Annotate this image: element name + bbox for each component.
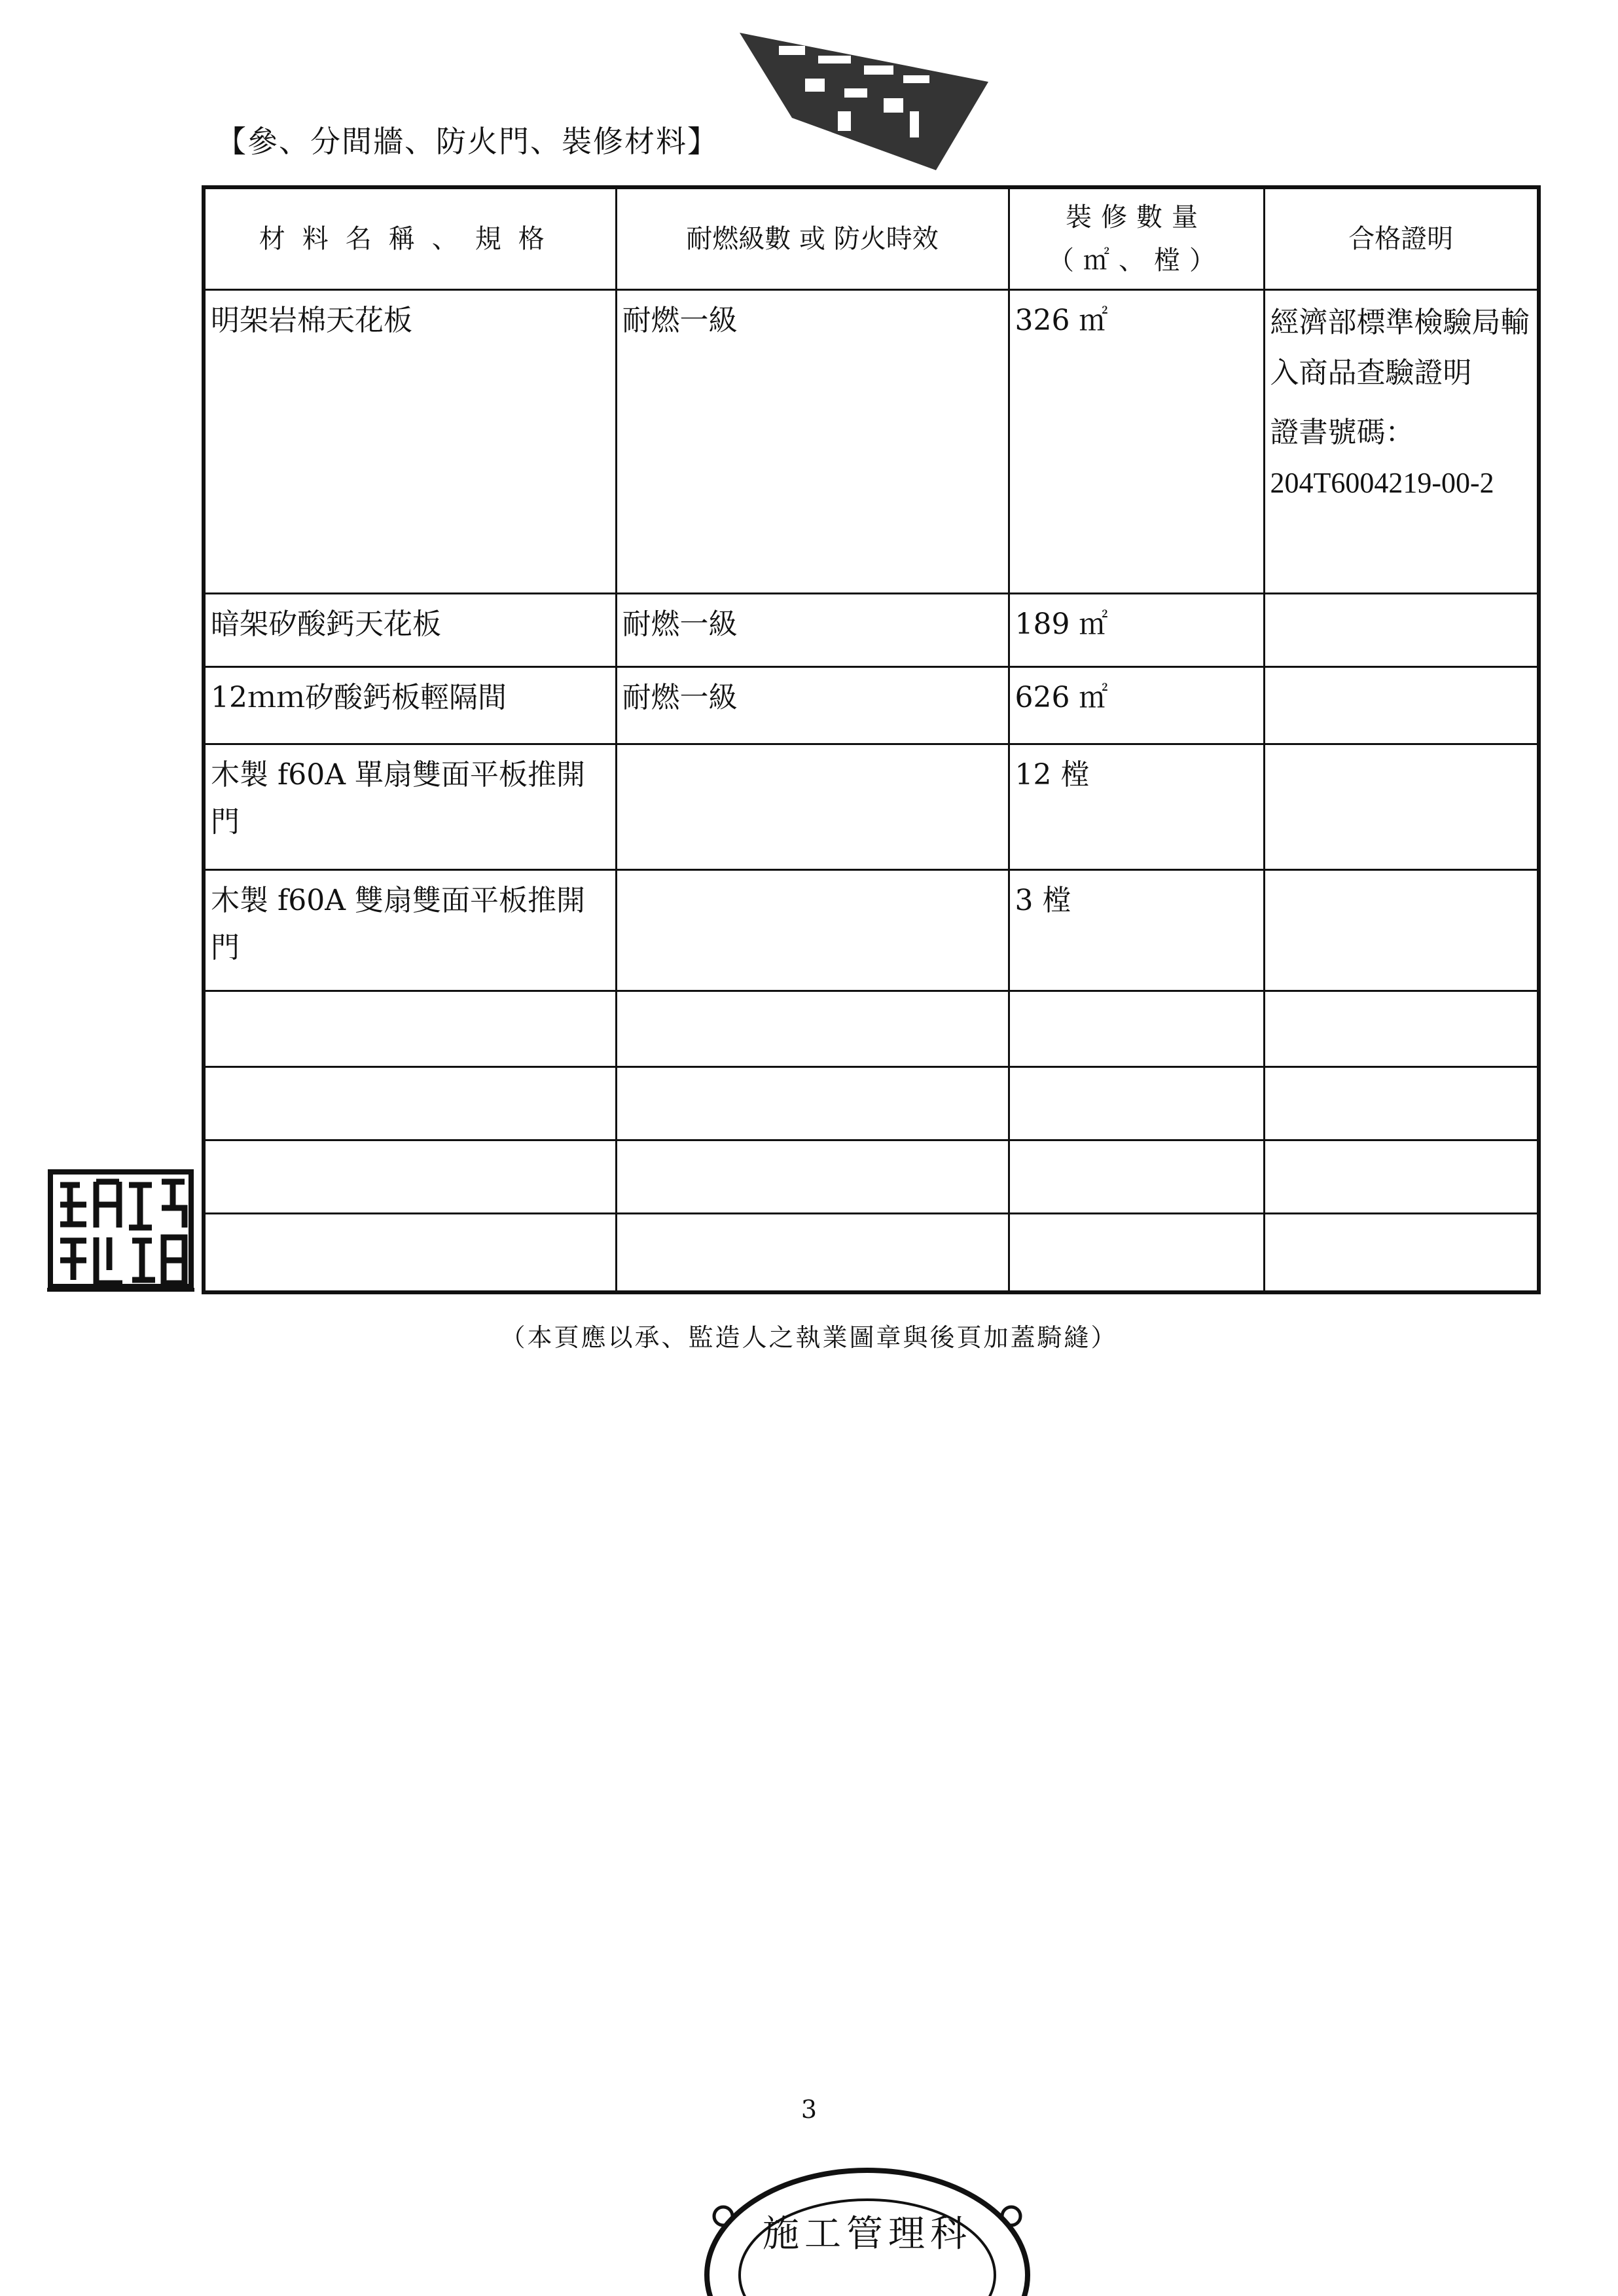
cell-quantity: 326 ㎡ — [1009, 290, 1264, 593]
bottom-seal-stamp — [694, 2160, 1041, 2296]
header-quantity-line2: （㎡、樘） — [1048, 246, 1225, 276]
header-certificate: 合格證明 — [1264, 187, 1539, 290]
cell-material: 暗架矽酸鈣天花板 — [204, 593, 616, 666]
cell-quantity — [1009, 1214, 1264, 1292]
page-number: 3 — [800, 2095, 818, 2124]
certificate-issuer: 經濟部標準檢驗局輸入商品查驗證明 — [1270, 306, 1530, 390]
table-row — [204, 593, 1539, 666]
cell-fire-rating: 耐燃一級 — [616, 290, 1009, 593]
cell-quantity: 626 ㎡ — [1009, 666, 1264, 744]
table-row — [204, 1214, 1539, 1292]
seal-text: 施工管理科 — [763, 2213, 972, 2255]
header-quantity — [1009, 187, 1264, 290]
cell-material: 明架岩棉天花板 — [204, 290, 616, 593]
table-row — [204, 1067, 1539, 1140]
materials-table — [202, 185, 1541, 1294]
left-seal-stamp — [47, 1169, 198, 1293]
cell-certificate — [1264, 666, 1539, 744]
certificate-number: 204T6004219-00-2 — [1270, 467, 1494, 500]
table-row — [204, 290, 1539, 593]
cell-material — [204, 1214, 616, 1292]
cell-material — [204, 991, 616, 1067]
table-row — [204, 666, 1539, 744]
cell-fire-rating — [616, 744, 1009, 869]
table-row — [204, 744, 1539, 869]
cell-fire-rating: 耐燃一級 — [616, 593, 1009, 666]
header-fire-rating: 耐燃級數 或 防火時效 — [616, 187, 1009, 290]
cell-material — [204, 1140, 616, 1214]
cell-certificate — [1264, 1214, 1539, 1292]
table-row — [204, 991, 1539, 1067]
cell-certificate — [1264, 991, 1539, 1067]
table-header-row — [204, 187, 1539, 290]
cell-material: 12ｍｍ矽酸鈣板輕隔間 — [204, 666, 616, 744]
header-material: 材料名稱、規格 — [204, 187, 616, 290]
cell-material: 木製 f60A 雙扇雙面平板推開門 — [204, 869, 616, 991]
table-row — [204, 1140, 1539, 1214]
cell-quantity — [1009, 991, 1264, 1067]
cell-certificate — [1264, 869, 1539, 991]
cell-certificate — [1264, 744, 1539, 869]
header-quantity-line1: 裝修數量 — [1066, 202, 1207, 233]
cell-quantity — [1009, 1140, 1264, 1214]
cell-fire-rating — [616, 869, 1009, 991]
cell-fire-rating — [616, 991, 1009, 1067]
cell-certificate — [1264, 593, 1539, 666]
table-row — [204, 869, 1539, 991]
cell-fire-rating — [616, 1214, 1009, 1292]
section-title: 【參、分間牆、防火門、裝修材料】 — [216, 124, 719, 159]
cell-quantity: 3 樘 — [1009, 869, 1264, 991]
cell-quantity — [1009, 1067, 1264, 1140]
cell-quantity: 189 ㎡ — [1009, 593, 1264, 666]
cell-material — [204, 1067, 616, 1140]
cell-certificate — [1264, 290, 1539, 593]
certificate-number-label: 證書號碼： — [1270, 416, 1414, 450]
cell-certificate — [1264, 1140, 1539, 1214]
cell-certificate — [1264, 1067, 1539, 1140]
cell-material: 木製 f60A 單扇雙面平板推開門 — [204, 744, 616, 869]
cell-fire-rating — [616, 1140, 1009, 1214]
cell-fire-rating — [616, 1067, 1009, 1140]
top-seal-stamp — [740, 20, 988, 170]
cell-fire-rating: 耐燃一級 — [616, 666, 1009, 744]
cell-quantity: 12 樘 — [1009, 744, 1264, 869]
footnote: （本頁應以承、監造人之執業圖章與後頁加蓋騎縫） — [500, 1323, 1118, 1352]
